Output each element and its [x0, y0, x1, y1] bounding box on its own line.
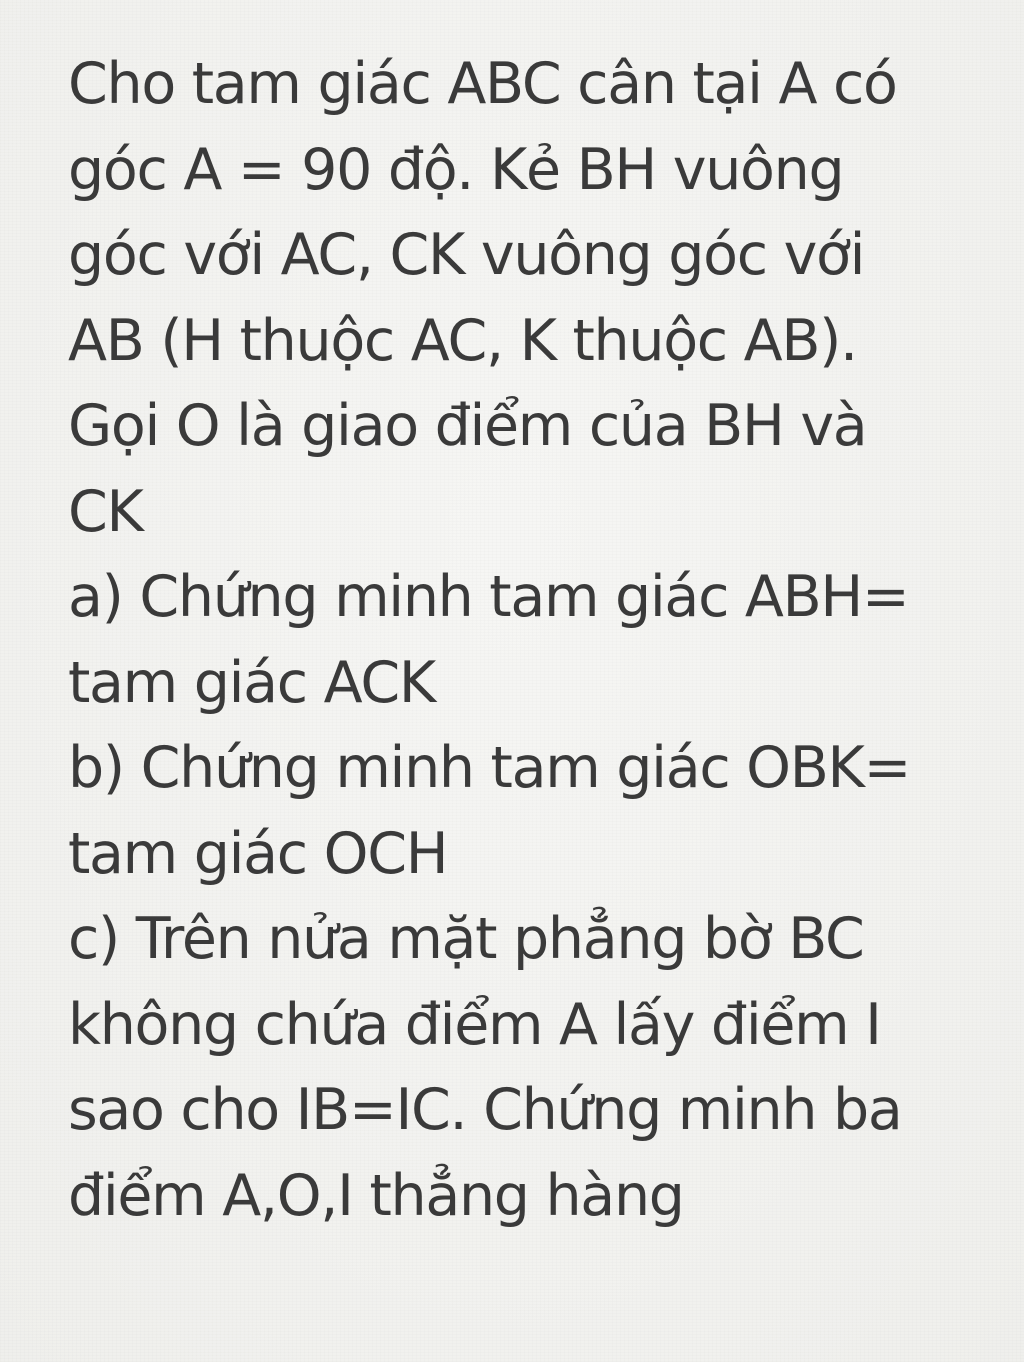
problem-statement-line: góc với AC, CK vuông góc với: [68, 222, 865, 288]
part-a-line: tam giác ACK: [68, 649, 435, 716]
problem-statement-line: CK: [68, 478, 143, 545]
problem-statement-line: Cho tam giác ABC cân tại A có: [68, 51, 897, 117]
note-body: [68, 42, 968, 1239]
part-b-line: b) Chứng minh tam giác OBK=: [68, 735, 911, 801]
part-a-line: a) Chứng minh tam giác ABH=: [68, 564, 909, 630]
part-c-line: điểm A,O,I thẳng hàng: [68, 1162, 684, 1229]
part-b-line: tam giác OCH: [68, 820, 448, 887]
part-c-line: c) Trên nửa mặt phẳng bờ BC: [68, 906, 864, 972]
problem-statement-line: Gọi O là giao điểm của BH và: [68, 393, 867, 459]
part-c-line: không chứa điểm A lấy điểm I: [68, 991, 881, 1058]
problem-statement-line: góc A = 90 độ. Kẻ BH vuông: [68, 136, 844, 203]
part-c-line: sao cho IB=IC. Chứng minh ba: [68, 1077, 902, 1143]
problem-statement-line: AB (H thuộc AC, K thuộc AB).: [68, 307, 857, 374]
